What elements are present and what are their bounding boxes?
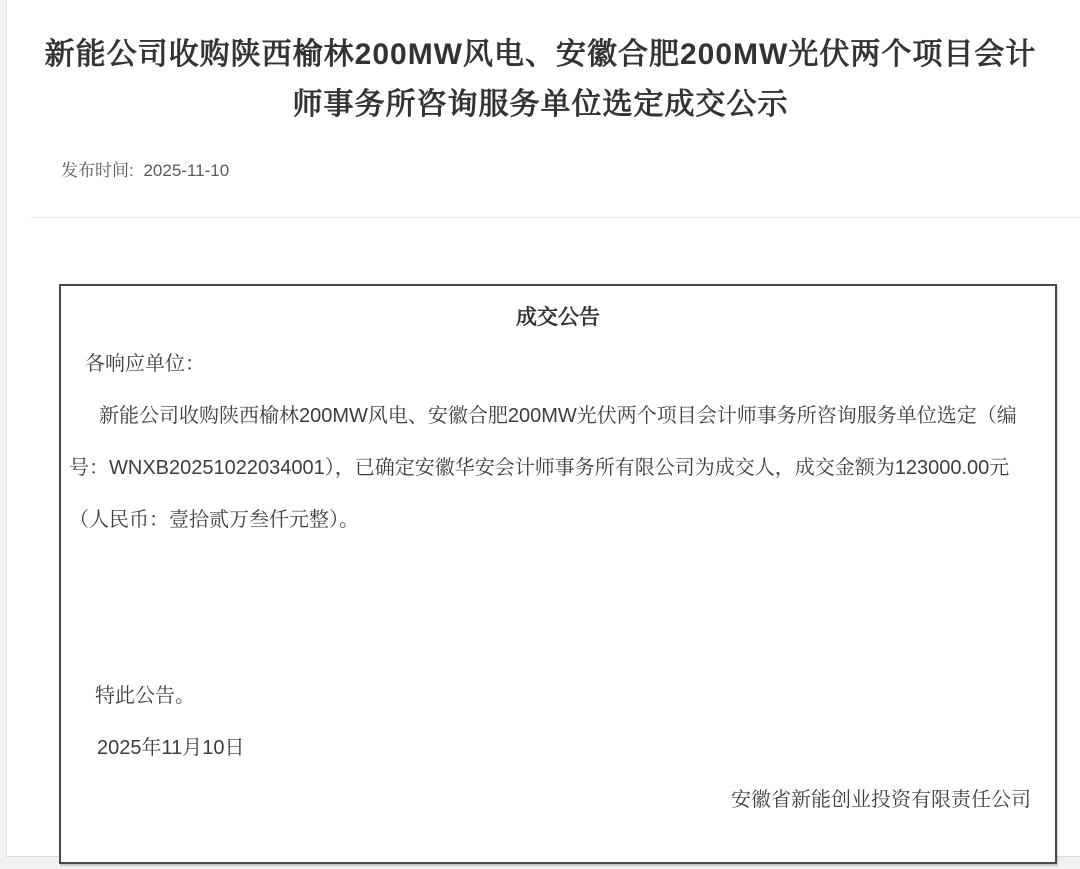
publish-date-label: 发布时间: (61, 161, 134, 180)
article-title: 新能公司收购陕西榆林200MW风电、安徽合肥200MW光伏两个项目会计师事务所咨询服务单位选定成交公示 (44, 38, 1037, 121)
article-page (6, 0, 1080, 857)
notice-signature: 安徽省新能创业投资有限责任公司 (731, 789, 1031, 811)
notice-spacer (69, 546, 1047, 670)
notice-date: 2025年11月10日 (97, 737, 245, 759)
notice-body: 新能公司收购陕西榆林200MW风电、安徽合肥200MW光伏两个项目会计师事务所咨询服务单位选定（编号：WNXB20251022034001），已确定安徽华安会计师事务所有限公司为成交人，成交金额为123000.00元（人民币：壹拾贰万叁仟元整）。 (69, 405, 1017, 531)
publish-date (61, 156, 1080, 181)
divider (31, 217, 1080, 218)
notice-heading: 成交公告 (516, 306, 600, 329)
publish-date-value: 2025-11-10 (143, 161, 230, 180)
notice-box (59, 284, 1057, 864)
notice-closing: 特此公告。 (95, 685, 195, 707)
notice-salutation: 各响应单位： (85, 353, 205, 375)
